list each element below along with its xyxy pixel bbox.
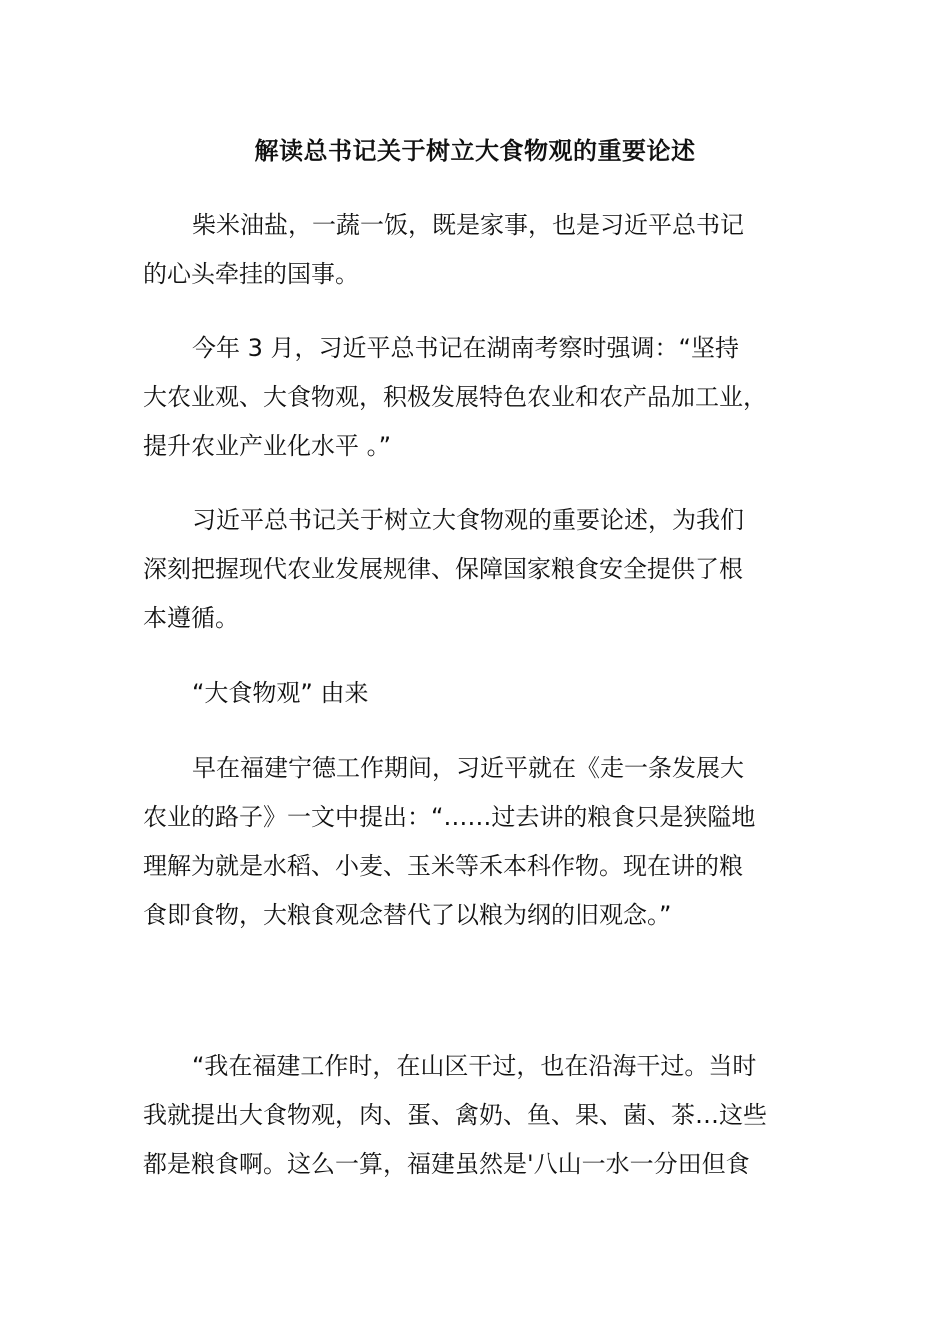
paragraph-line: 的心头牵挂的国事。 [143, 260, 359, 288]
paragraph-4 [143, 744, 807, 940]
paragraph-5 [143, 1042, 807, 1189]
paragraph-line: 深刻把握现代农业发展规律、保障国家粮食安全提供了根 [143, 555, 743, 583]
document-title: 解读总书记关于树立大食物观的重要论述 [254, 137, 696, 165]
section-heading [143, 669, 807, 718]
paragraph-line: 大农业观、大食物观，积极发展特色农业和农产品加工业， [143, 383, 767, 411]
paragraph-line: 早在福建宁德工作期间，习近平就在《走一条发展大 [192, 754, 744, 782]
paragraph-line: 食即食物，大粮食观念替代了以粮为纲的旧观念。” [143, 901, 672, 929]
paragraph-3 [143, 496, 807, 643]
paragraph-line: 习近平总书记关于树立大食物观的重要论述，为我们 [192, 506, 744, 534]
paragraph-line: 本遵循。 [143, 604, 239, 632]
paragraph-2 [143, 324, 807, 471]
paragraph-line: 今年 3 月，习近平总书记在湖南考察时强调：“坚持 [192, 334, 739, 362]
paragraph-line: 我就提出大食物观，肉、蛋、禽奶、鱼、果、菌、茶…这些 [143, 1101, 767, 1129]
paragraph-line: 理解为就是水稻、小麦、玉米等禾本科作物。现在讲的粮 [143, 852, 743, 880]
paragraph-line: 提升农业产业化水平 。” [143, 432, 392, 460]
section-heading-text: “大食物观” 由来 [192, 679, 369, 707]
paragraph-line: 农业的路子》一文中提出：“……过去讲的粮食只是狭隘地 [143, 803, 756, 831]
paragraph-line: 都是粮食啊。这么一算，福建虽然是'八山一水一分田但食 [143, 1150, 750, 1178]
paragraph-line: 柴米油盐，一蔬一饭，既是家事，也是习近平总书记 [192, 211, 744, 239]
paragraph-line: “我在福建工作时，在山区干过，也在沿海干过。当时 [192, 1052, 757, 1080]
paragraph-1 [143, 201, 807, 299]
